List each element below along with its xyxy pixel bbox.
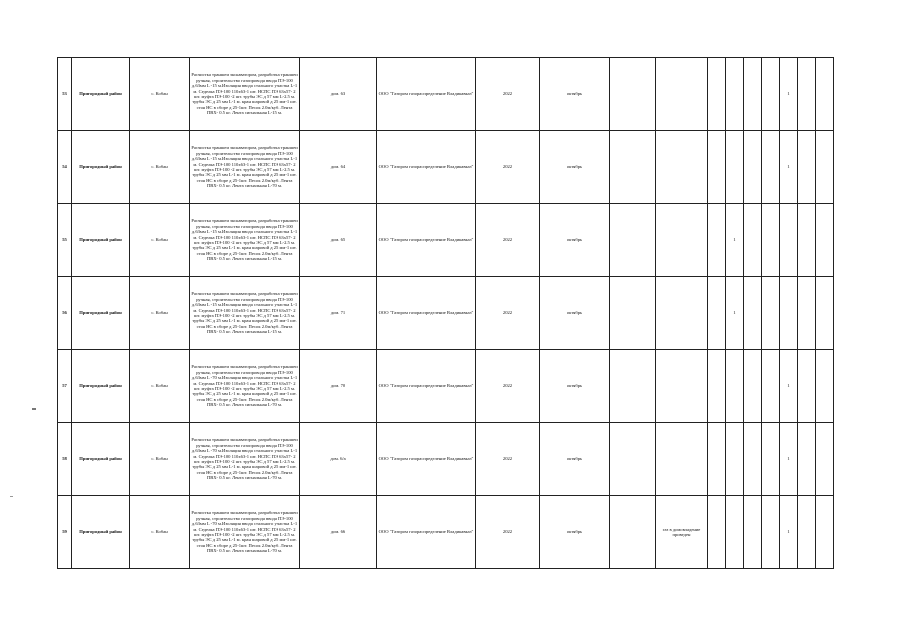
work-description-cell: Расчистка траншеи экскаватором, разработка траншеи ручная, строительство газопровода ввода ПЭ-100 д.63мм L -15 м.Изоляция ввода стального участка L-1 м. Седелка ПЭ-100 110х63-1 шт. НСПС ПЭ 63х57- 2 шт. муфта ПЭ-100 -2 шт. трубы ЭС д 57 мм L-2.5 м. трубы ЭС д 25 мм L-1 м. кран шаровой д 25 мм-1 шт. стоя НС в сборе д 25-1шт. Песок 2.0м/куб. Лента ПВХ- 0.5 кг. Лента сигнальная L-15 м. — [190, 58, 300, 131]
year-cell: 2022 — [476, 423, 540, 496]
locality-cell: с. Кобан — [130, 131, 190, 204]
row-number-cell: 54 — [58, 131, 72, 204]
address-cell: дом. 70 — [300, 350, 377, 423]
table-body — [58, 58, 834, 569]
year-cell: 2022 — [476, 277, 540, 350]
row-number-cell: 59 — [58, 496, 72, 569]
district-cell: Пригородный район — [72, 423, 130, 496]
table-row — [58, 496, 834, 569]
work-description-cell: Расчистка траншеи экскаватором, разработка траншеи ручная, строительство газопровода ввода ПЭ-100 д.63мм L -15 м.Изоляция ввода стального участка L-1 м. Седелка ПЭ-100 110х63-1 шт. НСПС ПЭ 63х57- 2 шт. муфта ПЭ-100 -2 шт. трубы ЭС д 57 мм L-2.5 м. трубы ЭС д 25 мм L-1 м. кран шаровой д 25 мм-1 шт. стоя НС в сборе д 25-1шт. Песок 2.0м/куб. Лента ПВХ- 0.5 кг. Лента сигнальная L-70 м. — [190, 131, 300, 204]
mark-cell — [816, 277, 834, 350]
month-cell: октябрь — [540, 496, 610, 569]
mark-cell — [762, 131, 780, 204]
note-cell — [656, 204, 708, 277]
year-cell: 2022 — [476, 496, 540, 569]
blank-cell — [610, 131, 656, 204]
locality-cell: с. Кобан — [130, 277, 190, 350]
organization-cell: ООО "Газпром газораспределение Владикавказ" — [377, 423, 476, 496]
district-cell: Пригородный район — [72, 277, 130, 350]
address-cell: дом. 65 — [300, 204, 377, 277]
organization-cell: ООО "Газпром газораспределение Владикавказ" — [377, 277, 476, 350]
mark-cell — [780, 277, 798, 350]
mark-cell — [708, 204, 726, 277]
table-row — [58, 58, 834, 131]
mark-cell — [798, 350, 816, 423]
locality-cell: с. Кобан — [130, 204, 190, 277]
year-cell: 2022 — [476, 58, 540, 131]
work-description-cell: Расчистка траншеи экскаватором, разработка траншеи ручная, строительство газопровода ввода ПЭ-100 д.63мм L -70 м.Изоляция ввода стального участка L-1 м. Седелка ПЭ-100 110х63-1 шт. НСПС ПЭ 63х57- 2 шт. муфта ПЭ-100 -2 шт. трубы ЭС д 57 мм L-2.5 м. трубы ЭС д 25 мм L-1 м. кран шаровой д 25 мм-1 шт. стоя НС в сборе д 25-1шт. Песок 2.0м/куб. Лента ПВХ- 0.5 кг. Лента сигнальная L-70 м. — [190, 423, 300, 496]
blank-cell — [610, 204, 656, 277]
note-cell — [656, 58, 708, 131]
mark-cell — [744, 277, 762, 350]
table-row — [58, 423, 834, 496]
mark-cell — [798, 58, 816, 131]
organization-cell: ООО "Газпром газораспределение Владикавказ" — [377, 58, 476, 131]
year-cell: 2022 — [476, 350, 540, 423]
work-description-cell: Расчистка траншеи экскаватором, разработка траншеи ручная, строительство газопровода ввода ПЭ-100 д.63мм L -70 м.Изоляция ввода стального участка L-1 м. Седелка ПЭ-100 110х63-1 шт. НСПС ПЭ 63х57- 2 шт. муфта ПЭ-100 -2 шт. трубы ЭС д 57 мм L-2.5 м. трубы ЭС д 25 мм L-1 м. кран шаровой д 25 мм-1 шт. стоя НС в сборе д 25-1шт. Песок 2.0м/куб. Лента ПВХ- 0.5 кг. Лента сигнальная L-70 м. — [190, 350, 300, 423]
blank-cell — [610, 496, 656, 569]
mark-cell — [762, 423, 780, 496]
mark-cell — [744, 496, 762, 569]
month-cell: октябрь — [540, 58, 610, 131]
mark-cell — [816, 496, 834, 569]
mark-cell: 1 — [780, 423, 798, 496]
year-cell: 2022 — [476, 204, 540, 277]
mark-cell — [816, 423, 834, 496]
organization-cell: ООО "Газпром газораспределение Владикавказ" — [377, 350, 476, 423]
mark-cell — [762, 496, 780, 569]
note-cell — [656, 131, 708, 204]
mark-cell — [762, 204, 780, 277]
address-cell: дом. 66 — [300, 496, 377, 569]
address-cell: дом. 63 — [300, 58, 377, 131]
mark-cell — [744, 423, 762, 496]
mark-cell — [726, 496, 744, 569]
note-cell — [656, 350, 708, 423]
mark-cell: 1 — [780, 350, 798, 423]
work-description-cell: Расчистка траншеи экскаватором, разработка траншеи ручная, строительство газопровода ввода ПЭ-100 д.63мм L -70 м.Изоляция ввода стального участка L-1 м. Седелка ПЭ-100 110х63-1 шт. НСПС ПЭ 63х57- 2 шт. муфта ПЭ-100 -2 шт. трубы ЭС д 57 мм L-2.5 м. трубы ЭС д 25 мм L-1 м. кран шаровой д 25 мм-1 шт. стоя НС в сборе д 25-1шт. Песок 2.0м/куб. Лента ПВХ- 0.5 кг. Лента сигнальная L-70 м. — [190, 496, 300, 569]
organization-cell: ООО "Газпром газораспределение Владикавказ" — [377, 496, 476, 569]
mark-cell — [708, 423, 726, 496]
address-cell: дом. 6/а — [300, 423, 377, 496]
locality-cell: с. Кобан — [130, 350, 190, 423]
blank-cell — [610, 277, 656, 350]
mark-cell — [744, 58, 762, 131]
address-cell: дом. 64 — [300, 131, 377, 204]
month-cell: октябрь — [540, 204, 610, 277]
note-cell — [656, 277, 708, 350]
mark-cell: 1 — [780, 58, 798, 131]
mark-cell — [816, 204, 834, 277]
mark-cell — [798, 423, 816, 496]
mark-cell — [744, 350, 762, 423]
mark-cell — [744, 131, 762, 204]
mark-cell — [726, 350, 744, 423]
mark-cell — [780, 204, 798, 277]
mark-cell: 1 — [780, 496, 798, 569]
month-cell: октябрь — [540, 277, 610, 350]
mark-cell — [708, 496, 726, 569]
mark-cell — [708, 350, 726, 423]
mark-cell — [798, 277, 816, 350]
mark-cell — [762, 58, 780, 131]
table-row — [58, 350, 834, 423]
scan-mark — [10, 496, 13, 497]
mark-cell — [708, 131, 726, 204]
row-number-cell: 56 — [58, 277, 72, 350]
row-number-cell: 57 — [58, 350, 72, 423]
mark-cell — [762, 277, 780, 350]
locality-cell: с. Кобан — [130, 496, 190, 569]
row-number-cell: 53 — [58, 58, 72, 131]
table-row — [58, 204, 834, 277]
mark-cell — [726, 423, 744, 496]
mark-cell — [726, 58, 744, 131]
scan-mark — [32, 408, 36, 410]
mark-cell — [816, 58, 834, 131]
mark-cell — [762, 350, 780, 423]
mark-cell — [798, 204, 816, 277]
blank-cell — [610, 423, 656, 496]
locality-cell: с. Кобан — [130, 423, 190, 496]
mark-cell — [726, 131, 744, 204]
mark-cell — [798, 131, 816, 204]
district-cell: Пригородный район — [72, 131, 130, 204]
month-cell: октябрь — [540, 131, 610, 204]
month-cell: октябрь — [540, 350, 610, 423]
month-cell: октябрь — [540, 423, 610, 496]
mark-cell — [708, 58, 726, 131]
mark-cell: 1 — [726, 277, 744, 350]
blank-cell — [610, 58, 656, 131]
note-cell: газ в домовладение проведен — [656, 496, 708, 569]
table-row — [58, 277, 834, 350]
note-cell — [656, 423, 708, 496]
district-cell: Пригородный район — [72, 204, 130, 277]
mark-cell — [798, 496, 816, 569]
address-cell: дом. 71 — [300, 277, 377, 350]
mark-cell: 1 — [726, 204, 744, 277]
work-description-cell: Расчистка траншеи экскаватором, разработка траншеи ручная, строительство газопровода ввода ПЭ-100 д.63мм L -15 м.Изоляция ввода стального участка L-1 м. Седелка ПЭ-100 110х63-1 шт. НСПС ПЭ 63х57- 2 шт. муфта ПЭ-100 -2 шт. трубы ЭС д 57 мм L-2.5 м. трубы ЭС д 25 мм L-1 м. кран шаровой д 25 мм-1 шт. стоя НС в сборе д 25-1шт. Песок 2.0м/куб. Лента ПВХ- 0.5 кг. Лента сигнальная L-15 м. — [190, 277, 300, 350]
row-number-cell: 58 — [58, 423, 72, 496]
locality-cell: с. Кобан — [130, 58, 190, 131]
work-description-cell: Расчистка траншеи экскаватором, разработка траншеи ручная, строительство газопровода ввода ПЭ-100 д.63мм L -15 м.Изоляция ввода стального участка L-1 м. Седелка ПЭ-100 110х63-1 шт. НСПС ПЭ 63х57- 2 шт. муфта ПЭ-100 -2 шт. трубы ЭС д 57 мм L-2.5 м. трубы ЭС д 25 мм L-1 м. кран шаровой д 25 мм-1 шт. стоя НС в сборе д 25-1шт. Песок 2.0м/куб. Лента ПВХ- 0.5 кг. Лента сигнальная L-15 м. — [190, 204, 300, 277]
mark-cell: 1 — [780, 131, 798, 204]
table-row — [58, 131, 834, 204]
blank-cell — [610, 350, 656, 423]
mark-cell — [744, 204, 762, 277]
district-cell: Пригородный район — [72, 350, 130, 423]
works-table — [57, 57, 834, 569]
row-number-cell: 55 — [58, 204, 72, 277]
organization-cell: ООО "Газпром газораспределение Владикавказ" — [377, 204, 476, 277]
mark-cell — [708, 277, 726, 350]
mark-cell — [816, 350, 834, 423]
year-cell: 2022 — [476, 131, 540, 204]
mark-cell — [816, 131, 834, 204]
organization-cell: ООО "Газпром газораспределение Владикавказ" — [377, 131, 476, 204]
district-cell: Пригородный район — [72, 496, 130, 569]
district-cell: Пригородный район — [72, 58, 130, 131]
